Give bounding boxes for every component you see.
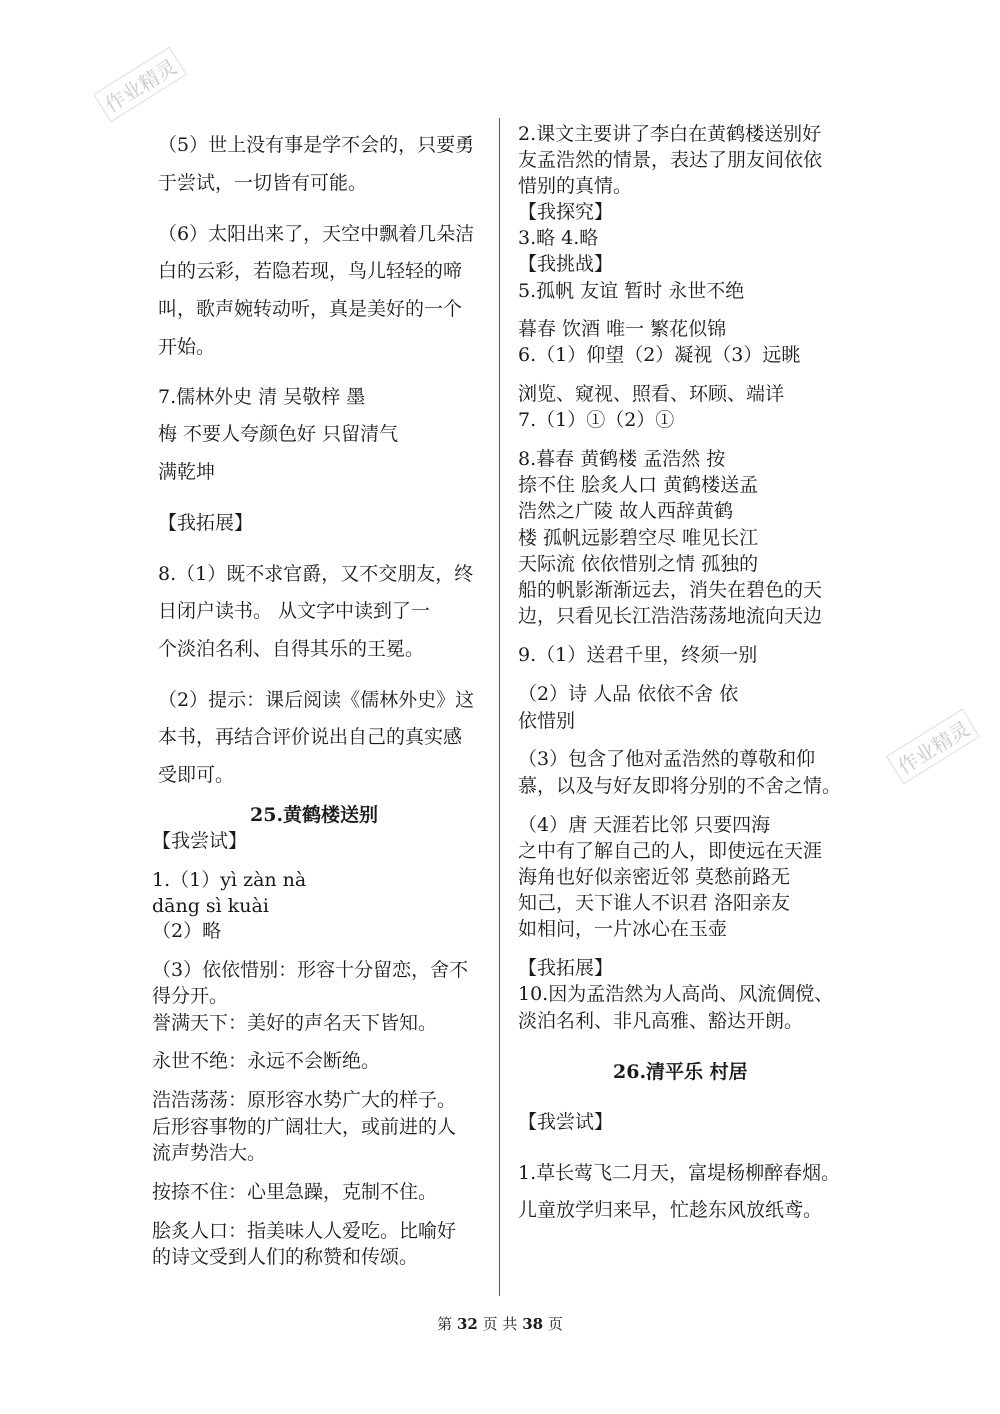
text-line: 浩然之广陵 故人西辞黄鹤 <box>518 500 734 522</box>
text-line: 之中有了解自己的人，即使远在天涯 <box>518 840 823 862</box>
watermark-right: 作业精灵 <box>886 709 980 785</box>
text-line: 暮春 饮酒 唯一 繁花似锦 <box>518 318 727 340</box>
text-line: 按捺不住：心里急躁，克制不住。 <box>152 1181 438 1203</box>
text-line: （3）依依惜别：形容十分留恋，舍不 <box>152 959 469 981</box>
text-line: 6.（1）仰望（2）凝视（3）远眺 <box>518 344 801 366</box>
text-line: 依惜别 <box>518 710 576 732</box>
section-heading: 【我尝试】 <box>152 830 248 852</box>
text-line: （4）唐 天涯若比邻 只要四海 <box>518 814 771 836</box>
text-line: 誉满天下：美好的声名天下皆知。 <box>152 1012 438 1034</box>
footer-text: 第 <box>437 1315 453 1333</box>
text-line: （2）诗 人品 依依不舍 依 <box>518 683 739 705</box>
section-heading: 【我拓展】 <box>158 512 254 534</box>
text-line: 脍炙人口：指美味人人爱吃。比喻好 <box>152 1220 457 1242</box>
footer-text: 页 <box>547 1315 563 1333</box>
text-line: dāng sì kuài <box>152 895 269 917</box>
section-heading: 【我拓展】 <box>518 957 614 979</box>
text-line: 得分开。 <box>152 985 229 1007</box>
text-line: 船的帆影渐渐远去，消失在碧色的天 <box>518 579 823 601</box>
section-heading: 【我探究】 <box>518 201 614 223</box>
text-line: 海角也好似亲密近邻 莫愁前路无 <box>518 866 791 888</box>
text-line: （2）提示：课后阅读《儒林外史》这 <box>158 689 475 711</box>
text-line: 2.课文主要讲了李白在黄鹤楼送别好 <box>518 123 822 145</box>
text-line: 儿童放学归来早，忙趁东风放纸鸢。 <box>518 1199 823 1221</box>
text-line: 如相问，一片冰心在玉壶 <box>518 918 728 940</box>
text-line: 叫，歌声婉转动听，真是美好的一个 <box>158 298 463 320</box>
text-line: 友孟浩然的情景，表达了朋友间依依 <box>518 149 823 171</box>
text-line: 8.暮春 黄鹤楼 孟浩然 按 <box>518 448 726 470</box>
section-heading: 【我挑战】 <box>518 253 614 275</box>
footer-text: 共 <box>502 1315 518 1333</box>
text-line: 于尝试，一切皆有可能。 <box>158 172 368 194</box>
section-heading: 【我尝试】 <box>518 1111 614 1133</box>
text-line: 个淡泊名利、自得其乐的王冕。 <box>158 638 425 660</box>
text-line: 本书，再结合评价说出自己的真实感 <box>158 726 463 748</box>
text-line: 8.（1）既不求官爵，又不交朋友，终 <box>158 563 474 585</box>
text-line: 流声势浩大。 <box>152 1142 267 1164</box>
text-line: 知己，天下谁人不识君 洛阳亲友 <box>518 892 791 914</box>
text-line: 白的云彩，若隐若现，鸟儿轻轻的啼 <box>158 260 463 282</box>
text-line: 永世不绝：永远不会断绝。 <box>152 1050 381 1072</box>
text-line: 开始。 <box>158 336 216 358</box>
text-line: 10.因为孟浩然为人高尚、风流倜傥、 <box>518 983 834 1005</box>
text-line: 受即可。 <box>158 764 235 786</box>
text-line: 7.（1）①（2）① <box>518 409 675 431</box>
watermark-top-left: 作业精灵 <box>93 47 187 123</box>
text-line: 捺不住 脍炙人口 黄鹤楼送孟 <box>518 474 759 496</box>
lesson-title: 25.黄鹤楼送别 <box>250 804 379 826</box>
text-line: 5.孤帆 友谊 暂时 永世不绝 <box>518 280 745 302</box>
text-line: 的诗文受到人们的称赞和传颂。 <box>152 1246 419 1268</box>
text-line: 1.草长莺飞二月天，富堤杨柳醉春烟。 <box>518 1162 841 1184</box>
text-line: 9.（1）送君千里，终须一别 <box>518 644 758 666</box>
text-line: 梅 不要人夸颜色好 只留清气 <box>158 423 399 445</box>
text-line: 天际流 依依惜别之情 孤独的 <box>518 553 759 575</box>
current-page-number: 32 <box>456 1315 478 1333</box>
text-line: 楼 孤帆远影碧空尽 唯见长江 <box>518 527 759 549</box>
text-line: 日闭户读书。 从文字中读到了一 <box>158 600 431 622</box>
text-line: 浩浩荡荡：原形容水势广大的样子。 <box>152 1089 457 1111</box>
text-line: 惜别的真情。 <box>518 175 633 197</box>
text-line: 3.略 4.略 <box>518 227 599 249</box>
page-footer <box>0 1313 1000 1334</box>
column-divider <box>499 118 500 1296</box>
text-line: （2）略 <box>152 920 222 942</box>
text-line: 浏览、窥视、照看、环顾、端详 <box>518 383 785 405</box>
text-line: 慕，以及与好友即将分别的不舍之情。 <box>518 775 842 797</box>
text-line: 后形容事物的广阔壮大，或前进的人 <box>152 1116 457 1138</box>
text-line: 边，只看见长江浩浩荡荡地流向天边 <box>518 605 823 627</box>
text-line: 7.儒林外史 清 吴敬梓 墨 <box>158 386 366 408</box>
text-line: 满乾坤 <box>158 461 216 483</box>
text-line: 1.（1）yì zàn nà <box>152 869 307 891</box>
total-page-number: 38 <box>522 1315 544 1333</box>
text-line: （6）太阳出来了，天空中飘着几朵洁 <box>158 223 475 245</box>
footer-text: 页 <box>482 1315 498 1333</box>
text-line: （3）包含了他对孟浩然的尊敬和仰 <box>518 748 816 770</box>
text-line: （5）世上没有事是学不会的，只要勇 <box>158 134 475 156</box>
text-line: 淡泊名利、非凡高雅、豁达开朗。 <box>518 1010 804 1032</box>
lesson-title: 26.清平乐 村居 <box>613 1061 748 1083</box>
